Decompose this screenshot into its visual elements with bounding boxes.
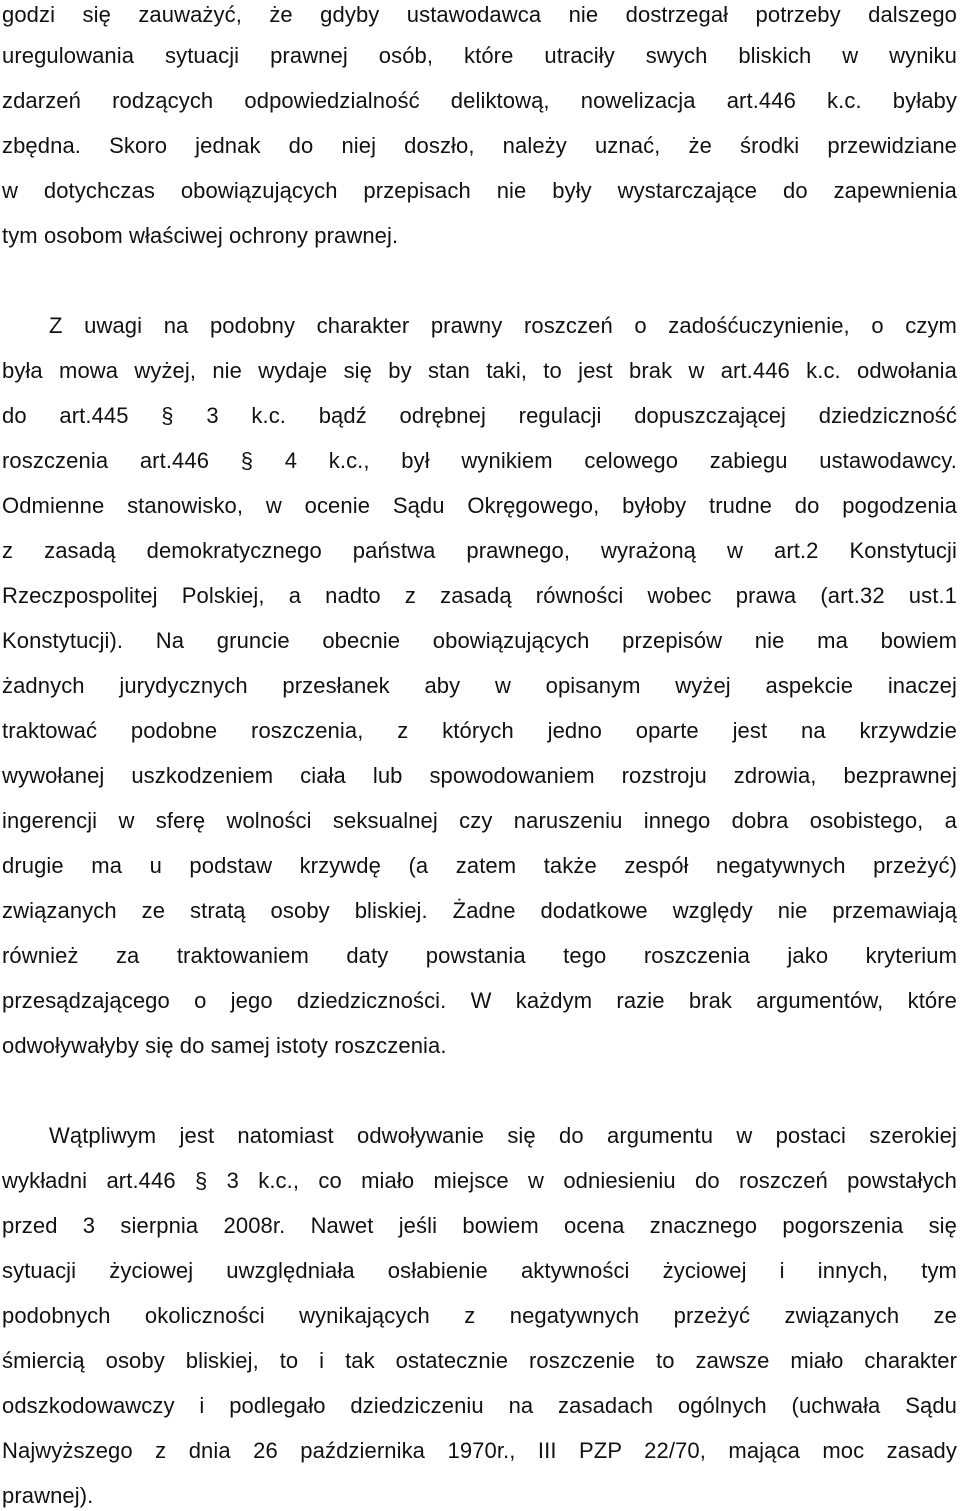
text-line: traktować podobne roszczenia, z których jedno oparte jest na krzywdzie bbox=[2, 718, 957, 743]
text-line: godzi się zauważyć, że gdyby ustawodawca nie dostrzegał potrzeby dalszego bbox=[2, 2, 957, 27]
text-line: w dotychczas obowiązujących przepisach nie były wystarczające do zapewnienia bbox=[2, 178, 957, 203]
text-line: wywołanej uszkodzeniem ciała lub spowodowaniem rozstroju zdrowia, bezprawnej bbox=[2, 763, 957, 788]
text-line: Najwyższego z dnia 26 października 1970r., III PZP 22/70, mająca moc zasady bbox=[2, 1438, 957, 1463]
text-line: Konstytucji). Na gruncie obecnie obowiązujących przepisów nie ma bowiem bbox=[2, 628, 957, 653]
text-line: uregulowania sytuacji prawnej osób, które utraciły swych bliskich w wyniku bbox=[2, 43, 957, 68]
text-line: związanych ze stratą osoby bliskiej. Żadne dodatkowe względy nie przemawiają bbox=[2, 898, 957, 923]
text-line: zdarzeń rodzących odpowiedzialność deliktową, nowelizacja art.446 k.c. byłaby bbox=[2, 88, 957, 113]
text-line: odszkodowawczy i podlegało dziedziczeniu na zasadach ogólnych (uchwała Sądu bbox=[2, 1393, 957, 1418]
text-line: Z uwagi na podobny charakter prawny roszczeń o zadośćuczynienie, o czym bbox=[49, 313, 957, 338]
text-line: przed 3 sierpnia 2008r. Nawet jeśli bowiem ocena znacznego pogorszenia się bbox=[2, 1213, 957, 1238]
text-line: Rzeczpospolitej Polskiej, a nadto z zasadą równości wobec prawa (art.32 ust.1 bbox=[2, 583, 957, 608]
text-line: Odmienne stanowisko, w ocenie Sądu Okręgowego, byłoby trudne do pogodzenia bbox=[2, 493, 957, 518]
text-line: tym osobom właściwej ochrony prawnej. bbox=[2, 223, 399, 248]
text-line: wykładni art.446 § 3 k.c., co miało miejsce w odniesieniu do roszczeń powstałych bbox=[2, 1168, 957, 1193]
text-line: z zasadą demokratycznego państwa prawnego, wyrażoną w art.2 Konstytucji bbox=[2, 538, 957, 563]
text-line: również za traktowaniem daty powstania tego roszczenia jako kryterium bbox=[2, 943, 957, 968]
text-line: była mowa wyżej, nie wydaje się by stan taki, to jest brak w art.446 k.c. odwołania bbox=[2, 358, 957, 383]
text-line: żadnych jurydycznych przesłanek aby w opisanym wyżej aspekcie inaczej bbox=[2, 673, 957, 698]
text-line: śmiercią osoby bliskiej, to i tak ostatecznie roszczenie to zawsze miało charakter bbox=[2, 1348, 957, 1373]
text-line: do art.445 § 3 k.c. bądź odrębnej regulacji dopuszczającej dziedziczność bbox=[2, 403, 957, 428]
text-line: roszczenia art.446 § 4 k.c., był wynikiem celowego zabiegu ustawodawcy. bbox=[2, 448, 957, 473]
text-line: zbędna. Skoro jednak do niej doszło, należy uznać, że środki przewidziane bbox=[2, 133, 957, 158]
text-line: ingerencji w sferę wolności seksualnej czy naruszeniu innego dobra osobistego, a bbox=[2, 808, 957, 833]
text-line: drugie ma u podstaw krzywdę (a zatem także zespół negatywnych przeżyć) bbox=[2, 853, 957, 878]
text-line: podobnych okoliczności wynikających z negatywnych przeżyć związanych ze bbox=[2, 1303, 957, 1328]
text-line: sytuacji życiowej uwzględniała osłabienie aktywności życiowej i innych, tym bbox=[2, 1258, 957, 1283]
text-line: prawnej). bbox=[2, 1483, 94, 1508]
text-line: Wątpliwym jest natomiast odwoływanie się do argumentu w postaci szerokiej bbox=[49, 1123, 957, 1148]
text-line: odwoływałyby się do samej istoty roszczenia. bbox=[2, 1033, 447, 1058]
text-line: przesądzającego o jego dziedziczności. W każdym razie brak argumentów, które bbox=[2, 988, 957, 1013]
